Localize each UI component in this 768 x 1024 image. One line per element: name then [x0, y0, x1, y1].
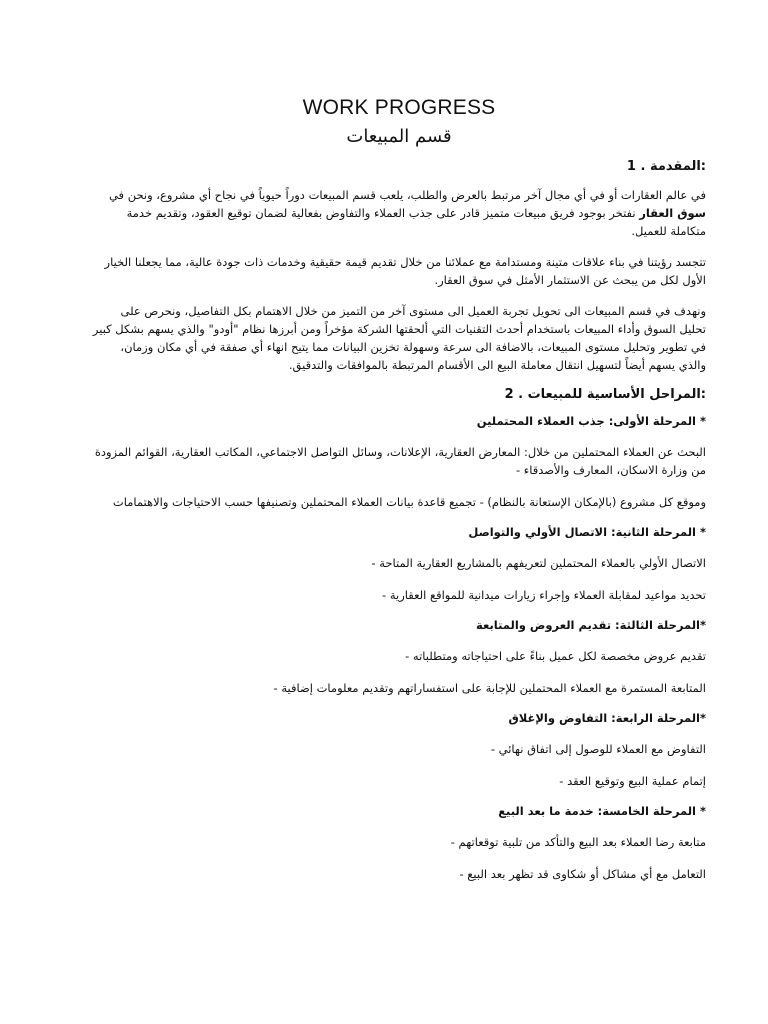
- intro-p1-bold: سوق العقار: [639, 206, 706, 220]
- stage-4-item: التفاوض مع العملاء للوصول إلى اتفاق نهائي -: [490, 742, 706, 756]
- stage-2-heading: * المرحلة الثانية: الاتصال الأولي والتواصل: [468, 525, 706, 539]
- stage-3-heading: *المرحلة الثالثة: تقديم العروض والمتابعة: [476, 618, 706, 632]
- stage-1-item: وموقع كل مشروع (بالإمكان الإستعانة بالنظام) - تجميع قاعدة بيانات العملاء المحتملين وتصنيفها حسب الاحتياجات والاهتمامات: [112, 495, 706, 509]
- section-2-heading: :المراحل الأساسية للمبيعات . 2: [504, 387, 706, 402]
- intro-paragraph-2: تتجسد رؤيتنا في بناء علاقات متينة ومستدامة مع عملائنا من خلال تقديم قيمة حقيقية وخدمات ذات جودة عالية، مما يجعلنا الخيار الأول لكل من يبحث عن الاستثمار الأمثل في سوق العقار.: [104, 255, 706, 287]
- stage-3-item: تقديم عروض مخصصة لكل عميل بناءً على احتياجاته ومتطلباته -: [405, 649, 706, 663]
- intro-p1-text-rest: نفتخر بوجود فريق مبيعات متميز قادر على جذب العملاء والتفاوض بفعالية لضمان توقيع العقود، وتقديم خدمة متكاملة للعميل.: [126, 206, 706, 238]
- intro-paragraph-3: ونهدف في قسم المبيعات الى تحويل تجربة العميل الى مستوى آخر من التميز من خلال الاهتمام بكل التفاصيل، ونحرص على تحليل السوق وأداء المبيعات باستخدام أحدث التقنيات التي ألحقتها الشركة مؤخراً ومن أبرزها نظام "أودو" والذي يسهم بشكل كبير في تطوير وتحليل مستوى المبيعات، بالاضافة الى سرعة وسهولة تخزين البيانات مما يتيح انهاء أي صفقة في أي مكان وزمان، والذي يسهم أيضاً لتسهيل انتقال معاملة البيع الى الأقسام المرتبطة بالموافقات والتدقيق.: [92, 304, 706, 372]
- stage-1-item: البحث عن العملاء المحتملين من خلال: المعارض العقارية، الإعلانات، وسائل التواصل الاجتماعي، المكاتب العقارية، القوائم المزودة من وزارة الاسكان، المعارف والأصدقاء -: [94, 445, 706, 477]
- document-subtitle: قسم المبيعات: [346, 126, 452, 147]
- stage-4-heading: *المرحلة الرابعة: التفاوض والإغلاق: [508, 711, 706, 725]
- stage-2-item: الاتصال الأولي بالعملاء المحتملين لتعريفهم بالمشاريع العقارية المتاحة -: [371, 556, 706, 570]
- intro-paragraph-1: [92, 186, 706, 240]
- document-page: [92, 88, 706, 988]
- intro-p1-text-start: في عالم العقارات أو في أي مجال آخر مرتبط بالعرض والطلب، يلعب قسم المبيعات دوراً حيوياً في نجاح أي مشروع، ونحن في: [108, 188, 706, 202]
- stage-5-heading: * المرحلة الخامسة: خدمة ما بعد البيع: [498, 804, 706, 818]
- stage-5-item: التعامل مع أي مشاكل أو شكاوى قد تظهر بعد البيع -: [459, 867, 706, 881]
- section-1-heading: :المقدمة . 1: [626, 159, 706, 174]
- stage-3-item: المتابعة المستمرة مع العملاء المحتملين للإجابة على استفساراتهم وتقديم معلومات إضافية -: [273, 681, 706, 695]
- document-title: WORK PROGRESS: [302, 96, 496, 119]
- stage-5-item: متابعة رضا العملاء بعد البيع والتأكد من تلبية توقعاتهم -: [450, 835, 706, 849]
- stage-4-item: إتمام عملية البيع وتوقيع العقد -: [559, 774, 706, 788]
- stage-1-heading: * المرحلة الأولى: جذب العملاء المحتملين: [476, 414, 706, 428]
- stage-2-item: تحديد مواعيد لمقابلة العملاء وإجراء زيارات ميدانية للمواقع العقارية -: [382, 588, 706, 602]
